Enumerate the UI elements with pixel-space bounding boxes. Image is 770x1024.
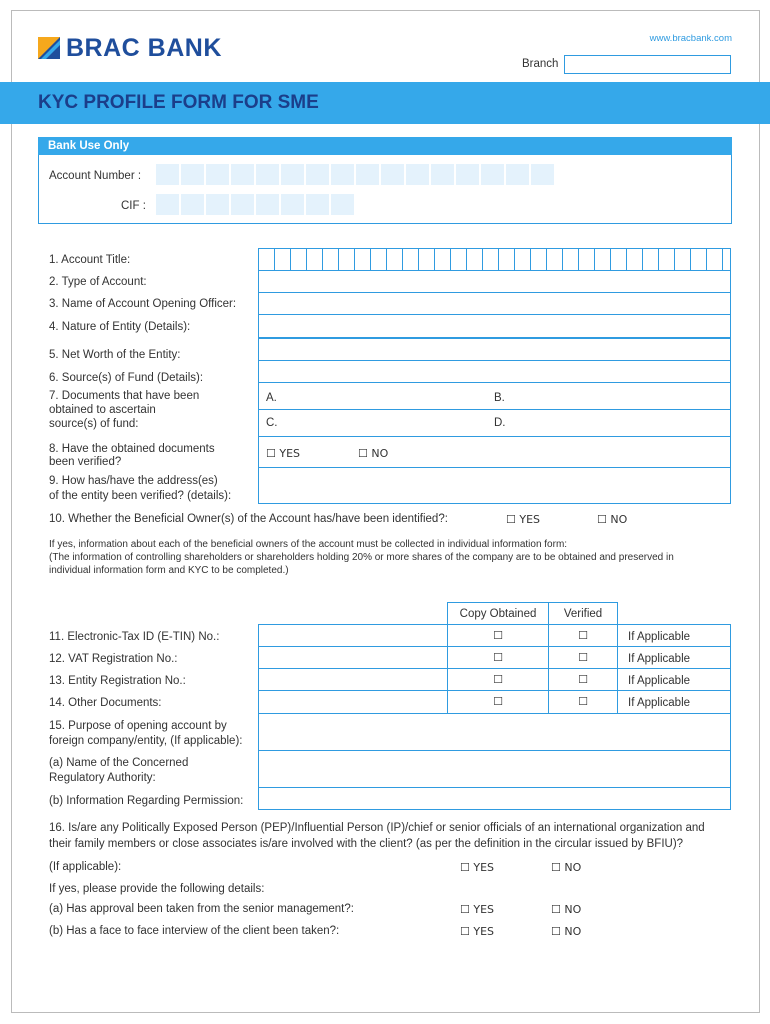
verified-label-2: been verified? [49,456,122,468]
form-title: KYC PROFILE FORM FOR SME [38,92,319,113]
documents-label-3: source(s) of fund: [49,418,139,430]
documents-label-2: obtained to ascertain [49,404,156,416]
net-worth-label: 5. Net Worth of the Entity: [49,349,181,361]
verified-heading: Verified [563,608,603,620]
document-b-label: B. [494,392,505,404]
beneficial-owner-label: 10. Whether the Beneficial Owner(s) of the Account has/have been identified?: [49,513,448,525]
purpose-label-1: 15. Purpose of opening account by [49,720,227,732]
regulatory-label-2: Regulatory Authority: [49,772,156,784]
vat-label: 12. VAT Registration No.: [49,653,178,665]
bank-use-heading: Bank Use Only [38,137,732,155]
document-a-label: A. [266,392,277,404]
logo-text: BRAC BANK [66,33,222,62]
vat-verified-checkbox[interactable]: ☐ [578,651,588,664]
source-fund-label: 6. Source(s) of Fund (Details): [49,372,204,384]
beneficial-note-2: (The information of controlling shareholders or shareholders holding 20% or more shares of the company are to be obtained and preserved in [49,552,674,563]
permission-label: (b) Information Regarding Permission: [49,795,244,807]
vat-applicable: If Applicable [628,653,691,665]
verified-yes-checkbox[interactable]: ☐ YES [266,447,301,460]
branch-input[interactable] [564,55,731,74]
etin-copy-checkbox[interactable]: ☐ [493,629,503,642]
other-docs-copy-checkbox[interactable]: ☐ [493,695,503,708]
vat-copy-checkbox[interactable]: ☐ [493,651,503,664]
brac-logo-icon [38,37,60,59]
bank-url[interactable]: www.bracbank.com [649,33,732,44]
purpose-input[interactable] [258,713,731,751]
interview-no-checkbox[interactable]: ☐ NO [551,925,582,938]
permission-input[interactable] [258,787,731,810]
branch-label: Branch [522,58,559,70]
account-type-label: 2. Type of Account: [49,276,147,288]
approval-no-checkbox[interactable]: ☐ NO [551,903,582,916]
interview-yes-checkbox[interactable]: ☐ YES [460,925,495,938]
account-number-label: Account Number : [49,170,142,182]
net-worth-input[interactable] [258,338,731,361]
etin-verified-checkbox[interactable]: ☐ [578,629,588,642]
address-verified-label-1: 9. How has/have the address(es) [49,475,218,487]
interview-question: (b) Has a face to face interview of the client been taken?: [49,925,340,937]
regulatory-input[interactable] [258,750,731,788]
pep-question-2: their family members or close associates is/are involved with the client? (as per the definition in the circular issued by BFIU)? [49,838,684,850]
entity-reg-verified-checkbox[interactable]: ☐ [578,673,588,686]
brac-bank-logo [38,35,222,61]
nature-entity-label: 4. Nature of Entity (Details): [49,321,191,333]
entity-reg-copy-checkbox[interactable]: ☐ [493,673,503,686]
cif-label: CIF : [121,200,146,212]
document-d-label: D. [494,417,506,429]
entity-reg-label: 13. Entity Registration No.: [49,675,186,687]
other-docs-applicable: If Applicable [628,697,691,709]
etin-applicable: If Applicable [628,631,691,643]
account-title-cells[interactable] [258,248,731,271]
source-fund-input[interactable] [258,360,731,383]
beneficial-note-1: If yes, information about each of the beneficial owners of the account must be collected in individual information form: [49,539,568,550]
copy-obtained-heading: Copy Obtained [459,608,537,620]
pep-no-checkbox[interactable]: ☐ NO [551,861,582,874]
beneficial-note-3: individual information form and KYC to be completed.) [49,565,289,576]
purpose-label-2: foreign company/entity, (If applicable): [49,735,243,747]
address-verified-label-2: of the entity been verified? (details): [49,490,232,502]
entity-reg-applicable: If Applicable [628,675,691,687]
verified-no-checkbox[interactable]: ☐ NO [358,447,389,460]
beneficial-yes-checkbox[interactable]: ☐ YES [506,513,541,526]
other-docs-label: 14. Other Documents: [49,697,162,709]
opening-officer-label: 3. Name of Account Opening Officer: [49,298,237,310]
approval-yes-checkbox[interactable]: ☐ YES [460,903,495,916]
account-type-input[interactable] [258,270,731,293]
verified-label-1: 8. Have the obtained documents [49,443,215,455]
documents-label-1: 7. Documents that have been [49,390,200,402]
opening-officer-input[interactable] [258,292,731,315]
etin-label: 11. Electronic-Tax ID (E-TIN) No.: [49,631,220,643]
beneficial-no-checkbox[interactable]: ☐ NO [597,513,628,526]
account-title-label: 1. Account Title: [49,254,131,266]
cif-cells[interactable] [156,194,354,215]
pep-if-applicable: (If applicable): [49,861,122,873]
verified-row [258,436,731,468]
other-docs-input[interactable] [258,690,448,714]
pep-question-1: 16. Is/are any Politically Exposed Person (PEP)/Influential Person (IP)/chief or senior officials of an international organization and [49,822,705,834]
vat-input[interactable] [258,646,448,669]
entity-reg-input[interactable] [258,668,448,691]
etin-input[interactable] [258,624,448,647]
approval-question: (a) Has approval been taken from the senior management?: [49,903,354,915]
document-c-label: C. [266,417,278,429]
pep-yes-checkbox[interactable]: ☐ YES [460,861,495,874]
regulatory-label-1: (a) Name of the Concerned [49,757,189,769]
pep-if-yes: If yes, please provide the following details: [49,883,265,895]
other-docs-verified-checkbox[interactable]: ☐ [578,695,588,708]
account-number-cells[interactable] [156,164,554,185]
nature-entity-input[interactable] [258,314,731,338]
address-verified-input[interactable] [258,467,731,504]
